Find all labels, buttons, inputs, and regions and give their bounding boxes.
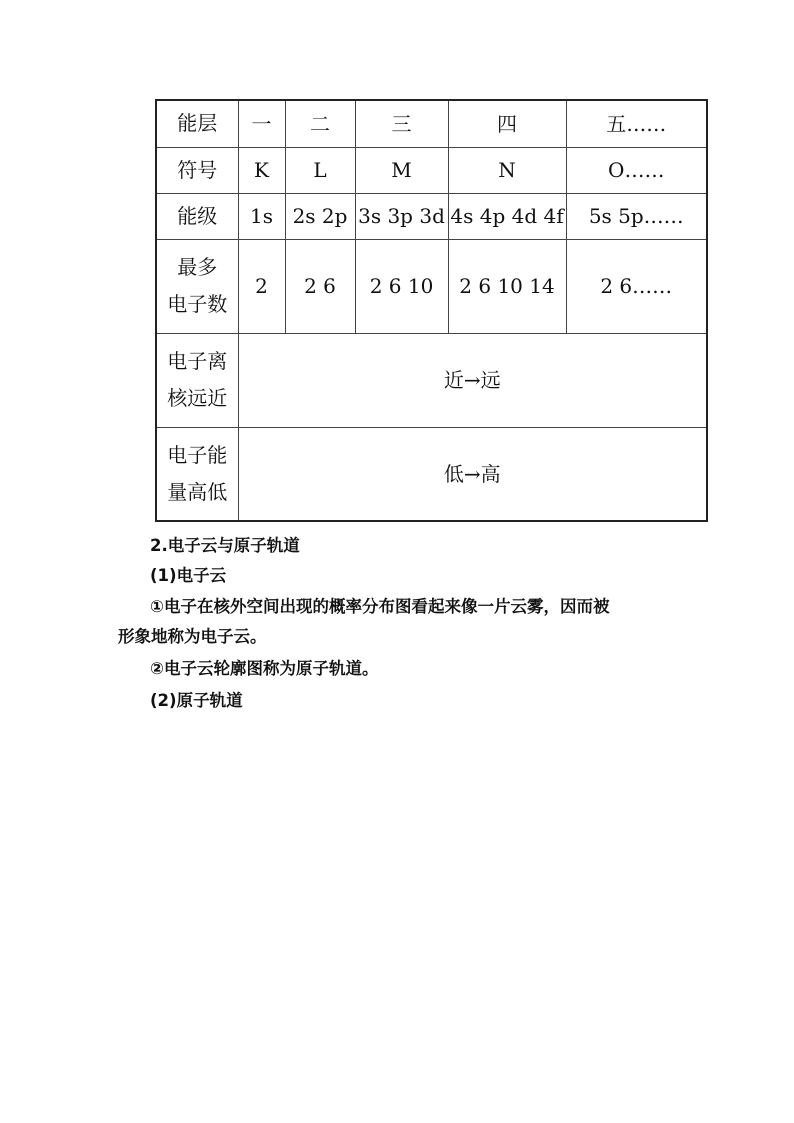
row-header-symbol: 符号 bbox=[156, 147, 238, 193]
cell-max-electrons-3: 2 6 10 bbox=[355, 239, 448, 333]
cell-level-5: 五…… bbox=[566, 100, 707, 147]
table-row-distance bbox=[156, 333, 707, 427]
paragraph-orbital-definition: ②电子云轮廓图称为原子轨道。 bbox=[150, 659, 379, 678]
row-header-level: 能层 bbox=[156, 100, 238, 147]
cell-level-2: 二 bbox=[285, 100, 355, 147]
cell-distance-value: 近→远 bbox=[238, 333, 707, 427]
row-header-max-electrons bbox=[156, 239, 238, 333]
cell-sublevel-2: 2s 2p bbox=[285, 193, 355, 239]
subsection-electron-cloud: (1)电子云 bbox=[150, 566, 227, 585]
row-header-distance-line2: 核远近 bbox=[167, 386, 228, 410]
row-header-distance-line1: 电子离 bbox=[167, 349, 228, 373]
cell-sublevel-3: 3s 3p 3d bbox=[355, 193, 448, 239]
cell-energy-value: 低→高 bbox=[238, 427, 707, 521]
subsection-atomic-orbital: (2)原子轨道 bbox=[150, 691, 243, 710]
table-row-sublevel bbox=[156, 193, 707, 239]
row-header-distance bbox=[156, 333, 238, 427]
cell-sublevel-1: 1s bbox=[238, 193, 285, 239]
cell-level-1: 一 bbox=[238, 100, 285, 147]
cell-level-3: 三 bbox=[355, 100, 448, 147]
row-header-energy-line2: 量高低 bbox=[167, 479, 228, 504]
table-row-symbol bbox=[156, 147, 707, 193]
table-row-energy bbox=[156, 427, 707, 521]
row-header-max-electrons-line2: 电子数 bbox=[167, 292, 228, 316]
cell-max-electrons-1: 2 bbox=[238, 239, 285, 333]
paragraph-line-2: 形象地称为电子云。 bbox=[118, 627, 267, 646]
energy-level-table bbox=[155, 99, 708, 522]
row-header-max-electrons-line1: 最多 bbox=[177, 255, 218, 279]
cell-symbol-2: L bbox=[285, 147, 355, 193]
row-header-energy-line1: 电子能 bbox=[167, 442, 228, 467]
table-row-max-electrons bbox=[156, 239, 707, 333]
table-row-level bbox=[156, 100, 707, 147]
paragraph-line-1: ①电子在核外空间出现的概率分布图看起来像一片云雾，因而被 bbox=[150, 597, 610, 616]
cell-sublevel-5: 5s 5p…… bbox=[566, 193, 707, 239]
cell-sublevel-4: 4s 4p 4d 4f bbox=[448, 193, 566, 239]
row-header-energy bbox=[156, 427, 238, 521]
cell-symbol-5: O…… bbox=[566, 147, 707, 193]
cell-symbol-4: N bbox=[448, 147, 566, 193]
cell-level-4: 四 bbox=[448, 100, 566, 147]
cell-symbol-3: M bbox=[355, 147, 448, 193]
section-heading: 2.电子云与原子轨道 bbox=[150, 536, 300, 555]
paragraph-electron-cloud-definition bbox=[118, 592, 688, 652]
row-header-sublevel: 能级 bbox=[156, 193, 238, 239]
cell-max-electrons-2: 2 6 bbox=[285, 239, 355, 333]
cell-symbol-1: K bbox=[238, 147, 285, 193]
cell-max-electrons-5: 2 6…… bbox=[566, 239, 707, 333]
cell-max-electrons-4: 2 6 10 14 bbox=[448, 239, 566, 333]
